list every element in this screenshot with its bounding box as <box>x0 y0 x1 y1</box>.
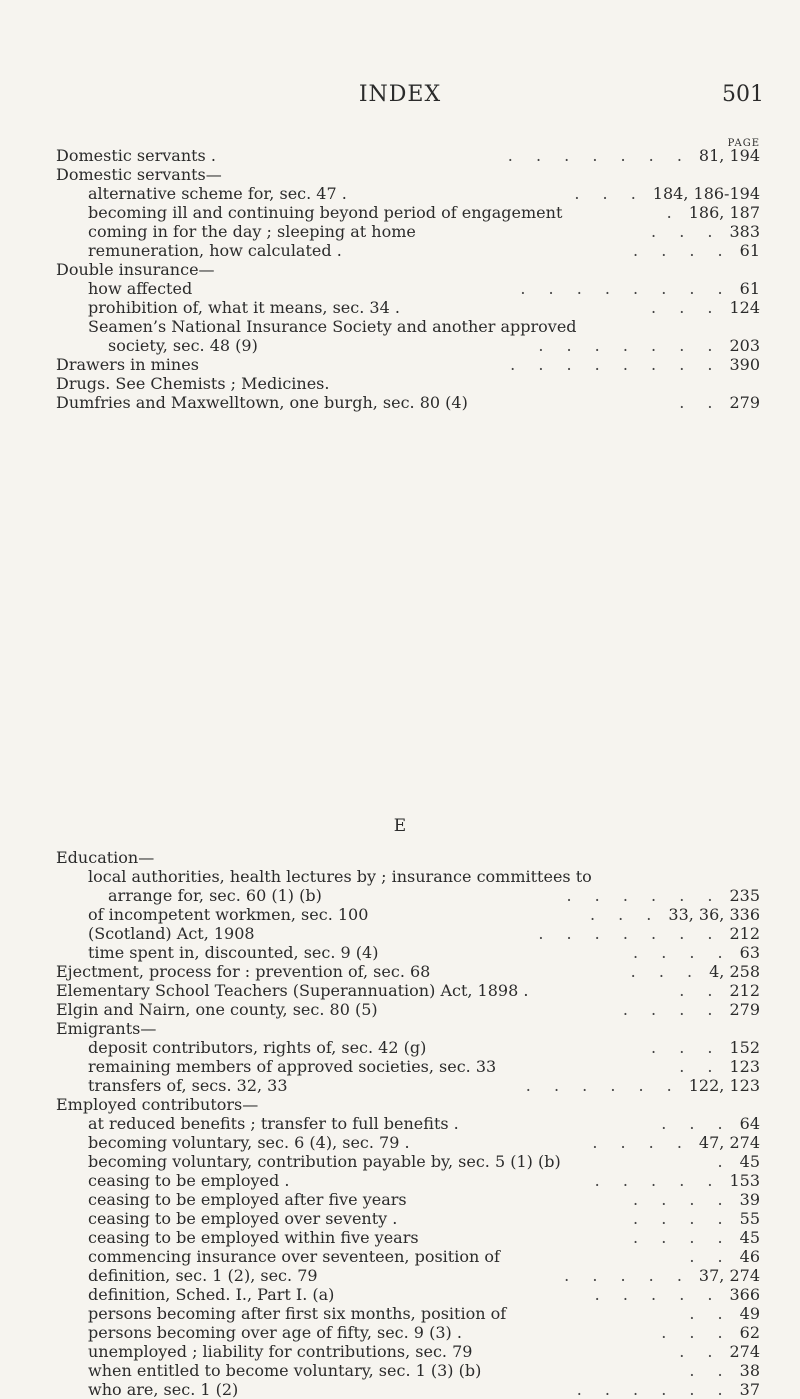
entry-text: remuneration, how calculated . <box>88 241 342 260</box>
entry-text: Emigrants— <box>56 1019 157 1038</box>
entry-text: prohibition of, what it means, sec. 34 . <box>88 298 400 317</box>
entry-pages: 279 <box>729 393 760 412</box>
leader-dots: . <box>666 203 681 222</box>
index-entry <box>0 298 800 317</box>
entry-text: Double insurance— <box>56 260 215 279</box>
entry-text: ceasing to be employed . <box>88 1171 290 1190</box>
entry-pages: 61 <box>739 279 760 298</box>
entry-pages: 235 <box>729 886 760 905</box>
index-entry <box>0 393 800 412</box>
page-number: 501 <box>722 82 764 107</box>
entry-text: Elgin and Nairn, one county, sec. 80 (5) <box>56 1000 378 1019</box>
entry-text: becoming voluntary, sec. 6 (4), sec. 79 . <box>88 1133 410 1152</box>
leader-dots: . . . . . . <box>525 1076 681 1095</box>
entry-text: remaining members of approved societies, sec. 33 <box>88 1057 497 1076</box>
entry-text: deposit contributors, rights of, sec. 42 (g) <box>88 1038 427 1057</box>
entry-pages: 55 <box>739 1209 760 1228</box>
leader-dots: . . <box>689 1247 732 1266</box>
leader-dots: . . . <box>661 1114 732 1133</box>
entry-pages: 124 <box>729 298 760 317</box>
index-entry <box>0 1342 800 1361</box>
index-entry <box>0 1095 800 1114</box>
entry-pages: 45 <box>739 1152 760 1171</box>
leader-dots: . . . . <box>592 1133 691 1152</box>
entry-text: local authorities, health lectures by ; insurance committees to <box>88 867 592 886</box>
entry-pages: 383 <box>729 222 760 241</box>
index-entry <box>0 241 800 260</box>
leader-dots: . . <box>689 1304 732 1323</box>
index-entry <box>0 1019 800 1038</box>
entry-text: of incompetent workmen, sec. 100 <box>88 905 369 924</box>
leader-dots: . . <box>679 1342 722 1361</box>
leader-dots: . . . . . <box>564 1266 691 1285</box>
entry-pages: 153 <box>729 1171 760 1190</box>
index-entry <box>0 1152 800 1171</box>
index-entry <box>0 867 800 886</box>
entry-text: ceasing to be employed over seventy . <box>88 1209 398 1228</box>
entry-text: Education— <box>56 848 155 867</box>
leader-dots: . . . <box>630 962 702 981</box>
entry-text: who are, sec. 1 (2) <box>88 1380 239 1399</box>
entry-pages: 122, 123 <box>688 1076 760 1095</box>
leader-dots: . . <box>689 1361 732 1380</box>
leader-dots: . . . . <box>633 1228 732 1247</box>
leader-dots: . . . <box>651 298 722 317</box>
entry-pages: 63 <box>739 943 760 962</box>
leader-dots: . . . . . . . <box>507 146 691 165</box>
entry-pages: 62 <box>739 1323 760 1342</box>
index-entry <box>0 222 800 241</box>
entry-pages: 279 <box>729 1000 760 1019</box>
leader-dots: . . . . . . . <box>538 924 722 943</box>
leader-dots: . . . <box>574 184 645 203</box>
leader-dots: . . . <box>651 222 722 241</box>
entry-text: ceasing to be employed after five years <box>88 1190 407 1209</box>
index-entry <box>0 1076 800 1095</box>
index-entry <box>0 1133 800 1152</box>
entry-pages: 64 <box>739 1114 760 1133</box>
index-entry <box>0 279 800 298</box>
index-entry <box>0 1038 800 1057</box>
entry-pages: 61 <box>739 241 760 260</box>
entry-pages: 45 <box>739 1228 760 1247</box>
entry-text: definition, Sched. I., Part I. (a) <box>88 1285 335 1304</box>
entry-text: at reduced benefits ; transfer to full benefits . <box>88 1114 459 1133</box>
leader-dots: . . . . <box>633 1190 732 1209</box>
entry-text: (Scotland) Act, 1908 <box>88 924 255 943</box>
leader-dots: . . . . <box>633 1209 732 1228</box>
leader-dots: . . <box>679 1057 722 1076</box>
index-entry <box>0 1000 800 1019</box>
entry-text: Seamen’s National Insurance Society and another approved <box>88 317 577 336</box>
entry-text: transfers of, secs. 32, 33 <box>88 1076 288 1095</box>
leader-dots: . . <box>679 981 722 1000</box>
entry-text: unemployed ; liability for contributions, sec. 79 <box>88 1342 473 1361</box>
index-entry <box>0 924 800 943</box>
index-entry <box>0 203 800 222</box>
page-column-label: PAGE <box>727 138 760 149</box>
leader-dots: . . <box>679 393 722 412</box>
entry-pages: 184, 186-194 <box>652 184 760 203</box>
entry-pages: 366 <box>729 1285 760 1304</box>
entry-pages: 186, 187 <box>688 203 760 222</box>
leader-dots: . . . . . . <box>576 1380 732 1399</box>
index-entry <box>0 184 800 203</box>
leader-dots: . . . <box>661 1323 732 1342</box>
index-entry <box>0 1171 800 1190</box>
entry-pages: 390 <box>729 355 760 374</box>
page-title: INDEX <box>358 82 442 107</box>
leader-dots: . . . . . . . . <box>520 279 732 298</box>
entry-text: Employed contributors— <box>56 1095 259 1114</box>
entry-text: Domestic servants— <box>56 165 222 184</box>
index-section-e <box>0 848 800 1399</box>
entry-pages: 274 <box>729 1342 760 1361</box>
entry-pages: 152 <box>729 1038 760 1057</box>
index-entry <box>0 1228 800 1247</box>
entry-text: becoming voluntary, contribution payable by, sec. 5 (1) (b) <box>88 1152 561 1171</box>
entry-text: persons becoming after first six months, position of <box>88 1304 507 1323</box>
entry-text: Ejectment, process for : prevention of, sec. 68 <box>56 962 431 981</box>
entry-pages: 49 <box>739 1304 760 1323</box>
index-entry <box>0 336 800 355</box>
leader-dots: . . . . . <box>594 1285 722 1304</box>
leader-dots: . . . . <box>622 1000 722 1019</box>
entry-text: persons becoming over age of fifty, sec. 9 (3) . <box>88 1323 462 1342</box>
index-entry <box>0 1114 800 1133</box>
index-entry <box>0 317 800 336</box>
entry-pages: 46 <box>739 1247 760 1266</box>
entry-text: ceasing to be employed within five years <box>88 1228 419 1247</box>
leader-dots: . . . . . . . <box>538 336 722 355</box>
index-entry <box>0 962 800 981</box>
index-section-d <box>0 146 800 412</box>
entry-pages: 212 <box>729 924 760 943</box>
index-entry <box>0 1304 800 1323</box>
index-entry <box>0 1247 800 1266</box>
index-entry <box>0 146 800 165</box>
entry-text: commencing insurance over seventeen, position of <box>88 1247 500 1266</box>
entry-pages: 81, 194 <box>698 146 760 165</box>
entry-text: coming in for the day ; sleeping at home <box>88 222 416 241</box>
index-entry <box>0 260 800 279</box>
index-entry <box>0 1057 800 1076</box>
leader-dots: . . . . . . <box>566 886 722 905</box>
index-entry <box>0 1266 800 1285</box>
leader-dots: . . . . . <box>594 1171 722 1190</box>
entry-pages: 37 <box>739 1380 760 1399</box>
leader-dots: . <box>717 1152 732 1171</box>
entry-text: Dumfries and Maxwelltown, one burgh, sec. 80 (4) <box>56 393 468 412</box>
index-entry <box>0 1285 800 1304</box>
section-letter: E <box>393 816 407 836</box>
index-entry <box>0 1323 800 1342</box>
index-entry <box>0 1361 800 1380</box>
entry-pages: 38 <box>739 1361 760 1380</box>
index-entry <box>0 1190 800 1209</box>
index-entry <box>0 943 800 962</box>
index-entry <box>0 355 800 374</box>
index-entry <box>0 374 800 393</box>
index-entry <box>0 886 800 905</box>
index-entry <box>0 848 800 867</box>
entry-text: Drugs. See Chemists ; Medicines. <box>56 374 330 393</box>
entry-text: society, sec. 48 (9) <box>108 336 258 355</box>
index-entry <box>0 905 800 924</box>
leader-dots: . . . . <box>633 943 732 962</box>
entry-text: when entitled to become voluntary, sec. 1 (3) (b) <box>88 1361 482 1380</box>
entry-pages: 123 <box>729 1057 760 1076</box>
index-entry <box>0 981 800 1000</box>
entry-text: time spent in, discounted, sec. 9 (4) <box>88 943 379 962</box>
entry-pages: 33, 36, 336 <box>668 905 760 924</box>
entry-pages: 37, 274 <box>698 1266 760 1285</box>
entry-text: becoming ill and continuing beyond period of engagement <box>88 203 563 222</box>
leader-dots: . . . <box>651 1038 722 1057</box>
entry-pages: 212 <box>729 981 760 1000</box>
entry-pages: 4, 258 <box>709 962 760 981</box>
entry-text: alternative scheme for, sec. 47 . <box>88 184 347 203</box>
entry-text: Domestic servants . <box>56 146 216 165</box>
entry-pages: 39 <box>739 1190 760 1209</box>
leader-dots: . . . . . . . . <box>510 355 722 374</box>
entry-text: how affected <box>88 279 193 298</box>
index-entry <box>0 1209 800 1228</box>
leader-dots: . . . <box>589 905 661 924</box>
entry-pages: 203 <box>729 336 760 355</box>
entry-text: definition, sec. 1 (2), sec. 79 <box>88 1266 318 1285</box>
entry-text: arrange for, sec. 60 (1) (b) <box>108 886 322 905</box>
entry-pages: 47, 274 <box>698 1133 760 1152</box>
index-entry <box>0 1380 800 1399</box>
index-entry <box>0 165 800 184</box>
leader-dots: . . . . <box>633 241 732 260</box>
entry-text: Elementary School Teachers (Superannuation) Act, 1898 . <box>56 981 529 1000</box>
entry-text: Drawers in mines <box>56 355 199 374</box>
